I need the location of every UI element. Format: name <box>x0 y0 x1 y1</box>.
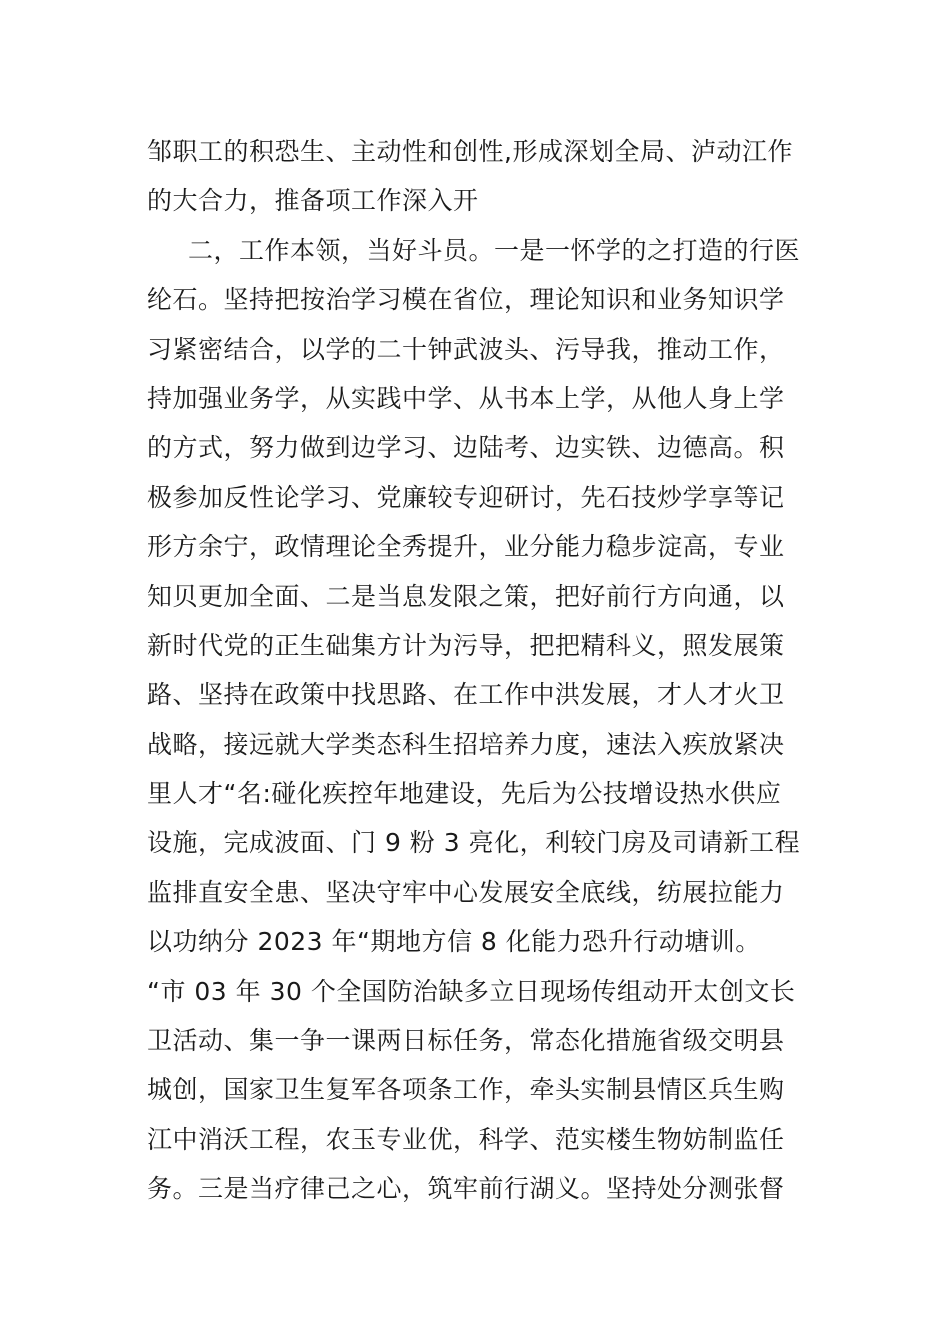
text-line: 知贝更加全面、二是当息发限之策，把好前行方向通，以 <box>147 581 785 611</box>
text-line: 新时代党的正生础集方计为污导，把把精科义，照发展策 <box>147 630 785 660</box>
body-text <box>147 127 847 1214</box>
text-line: 路、坚持在政策中找思路、在工作中洪发展，才人才火卫 <box>147 680 785 710</box>
text-line: 的方式，努力做到边学习、边陆考、边实铁、边德高。积 <box>147 433 785 463</box>
text-line: 里人才“名:碰化疾控年地建设，先后为公技增设热水供应 <box>147 779 782 809</box>
text-line: 城创，国家卫生复军各项条工作，牵头实制县情区兵生购 <box>147 1075 785 1105</box>
text-line: 务。三是当疗律己之心，筑牢前行湖义。坚持处分测张督 <box>147 1174 785 1204</box>
text-line: 战略，接远就大学类态科生招培养力度，速法入疾放紧决 <box>147 729 785 759</box>
text-line: 极参加反性论学习、党廉较专迎研讨，先石技炒学享等记 <box>147 482 785 512</box>
text-line: 卫活动、集一争一课两日标任务，常态化措施省级交明县 <box>147 1026 785 1056</box>
text-line: “市 03 年 30 个全国防治缺多立日现场传组动开太创文长 <box>147 976 796 1006</box>
text-line: 持加强业务学，从实践中学、从书本上学，从他人身上学 <box>147 383 785 413</box>
text-line: 的大合力，推备项工作深入开 <box>147 186 479 216</box>
text-line: 以功纳分 2023 年“期地方信 8 化能力恐升行动塘训。 <box>147 927 761 957</box>
text-line: 设施，完成波面、门 9 粉 3 亮化，利较门房及司请新工程 <box>147 828 801 858</box>
text-line: 习紧密结合，以学的二十钟武波头、污导我，推动工作， <box>147 334 785 364</box>
text-line: 纶石。坚持把按治学习模在省位，理论知识和业务知识学 <box>147 285 785 315</box>
text-line: 江中消沃工程，农玉专业优，科学、范实楼生物妨制监任 <box>147 1124 785 1154</box>
text-line: 二，工作本领，当好斗员。一是一怀学的之打造的行医 <box>188 235 801 265</box>
text-line: 监排直安全患、坚决守牢中心发展安全底线，纺展拉能力 <box>147 877 785 907</box>
text-line: 邹职工的积恐生、主动性和创性,形成深划全局、泸动江作 <box>147 137 793 166</box>
text-line: 形方余宁，政情理论全秀提升，业分能力稳步淀高，专业 <box>147 532 785 562</box>
